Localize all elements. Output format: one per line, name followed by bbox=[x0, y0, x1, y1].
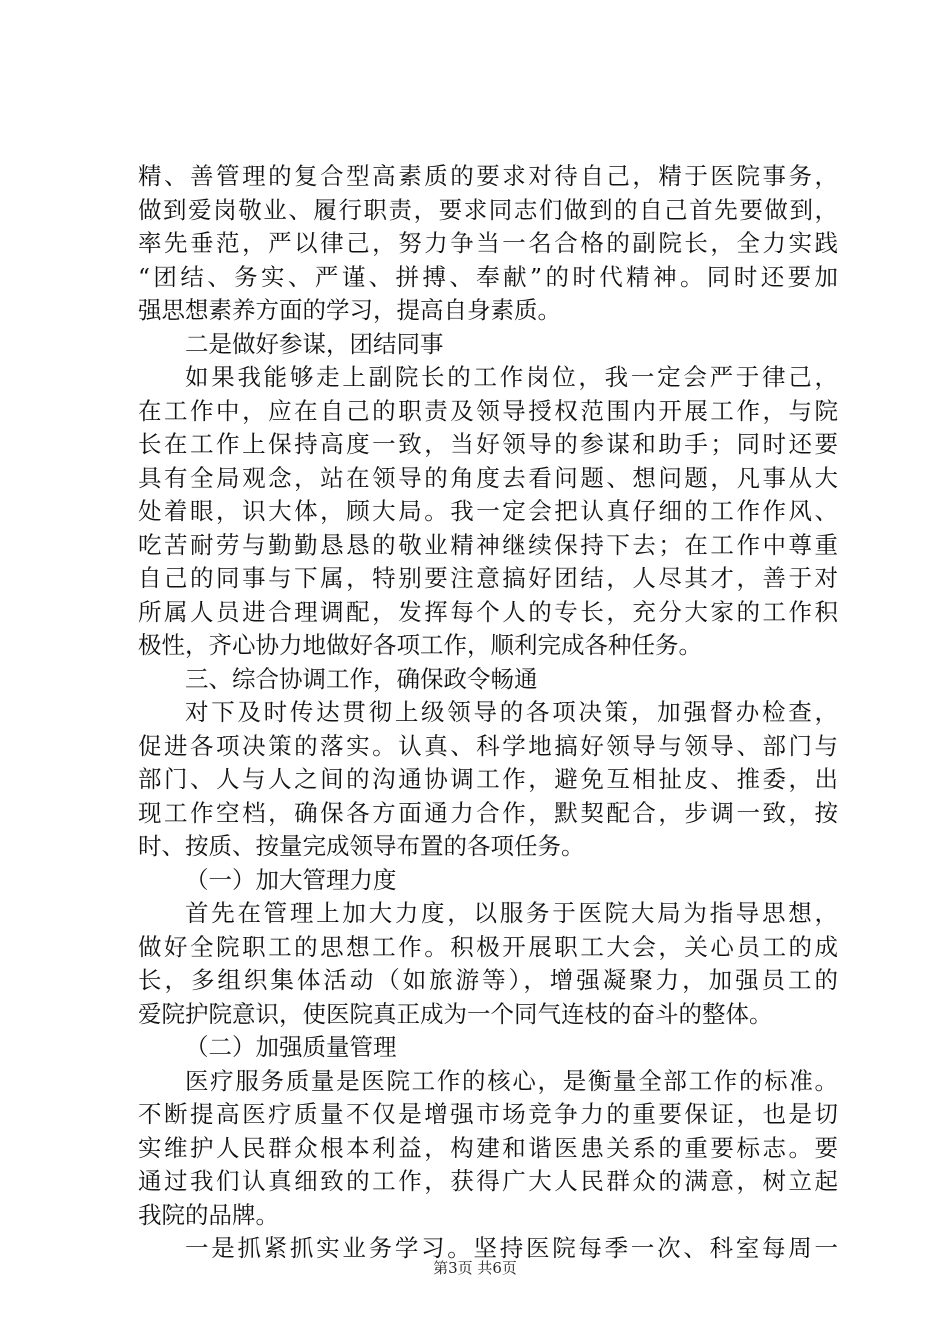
text-line: 所属人员进合理调配，发挥每个人的专长，充分大家的工作积 bbox=[138, 597, 838, 626]
text-line: 强思想素养方面的学习，提高自身素质。 bbox=[138, 296, 561, 324]
text-line: 处着眼，识大体，顾大局。我一定会把认真仔细的工作作风、 bbox=[138, 497, 838, 525]
text-line: 医疗服务质量是医院工作的核心，是衡量全部工作的标准。 bbox=[185, 1066, 838, 1095]
text-line: 爱院护院意识，使医院真正成为一个同气连枝的奋斗的整体。 bbox=[138, 999, 773, 1028]
text-line: 促进各项决策的落实。认真、科学地搞好领导与领导、部门与 bbox=[138, 731, 838, 760]
text-line: 长在工作上保持高度一致，当好领导的参谋和助手；同时还要 bbox=[138, 430, 838, 458]
text-line: 二是做好参谋，团结同事 bbox=[185, 329, 444, 358]
text-line: 部门、人与人之间的沟通协调工作，避免互相扯皮、推委，出 bbox=[138, 765, 838, 793]
text-line: 我院的品牌。 bbox=[138, 1200, 279, 1229]
text-line: 通过我们认真细致的工作，获得广大人民群众的满意，树立起 bbox=[138, 1167, 838, 1195]
document-body bbox=[138, 160, 838, 1266]
text-line: （一）加大管理力度 bbox=[185, 865, 397, 894]
text-line: 率先垂范，严以律己，努力争当一名合格的副院长，全力实践 bbox=[138, 229, 838, 257]
text-line: 如果我能够走上副院长的工作岗位，我一定会严于律己， bbox=[185, 363, 838, 391]
text-line: 三、综合协调工作，确保政令畅通 bbox=[185, 664, 538, 693]
text-line: 精、善管理的复合型高素质的要求对待自己，精于医院事务， bbox=[138, 162, 838, 190]
page-footer: 第3页 共6页 bbox=[433, 1259, 517, 1277]
text-line: 具有全局观念，站在领导的角度去看问题、想问题，凡事从大 bbox=[138, 463, 838, 492]
text-line: 做好全院职工的思想工作。积极开展职工大会，关心员工的成 bbox=[138, 932, 838, 961]
text-line: 在工作中，应在自己的职责及领导授权范围内开展工作，与院 bbox=[138, 396, 838, 425]
text-line: （二）加强质量管理 bbox=[185, 1033, 397, 1061]
text-line: 自己的同事与下属，特别要注意搞好团结，人尽其才，善于对 bbox=[138, 564, 838, 592]
text-line: 首先在管理上加大力度，以服务于医院大局为指导思想， bbox=[185, 899, 838, 927]
text-line: 对下及时传达贯彻上级领导的各项决策，加强督办检查， bbox=[185, 698, 838, 726]
text-line: 不断提高医疗质量不仅是增强市场竞争力的重要保证，也是切 bbox=[138, 1100, 838, 1128]
text-line: 现工作空档，确保各方面通力合作，默契配合，步调一致，按 bbox=[138, 798, 838, 827]
text-line: 吃苦耐劳与勤勤恳恳的敬业精神继续保持下去；在工作中尊重 bbox=[138, 530, 838, 559]
text-line: 时、按质、按量完成领导布置的各项任务。 bbox=[138, 832, 585, 860]
text-line: 实维护人民群众根本利益，构建和谐医患关系的重要标志。要 bbox=[138, 1133, 838, 1162]
text-line: 做到爱岗敬业、履行职责，要求同志们做到的自己首先要做到， bbox=[138, 195, 838, 224]
text-line: 极性，齐心协力地做好各项工作，顺利完成各种任务。 bbox=[138, 631, 702, 659]
text-line: 一是抓紧抓实业务学习。坚持医院每季一次、科室每周一 bbox=[185, 1234, 838, 1262]
text-line: 长，多组织集体活动（如旅游等），增强凝聚力，加强员工的 bbox=[138, 966, 838, 994]
text-line: “团结、务实、严谨、拼搏、奉献”的时代精神。同时还要加 bbox=[138, 262, 838, 291]
